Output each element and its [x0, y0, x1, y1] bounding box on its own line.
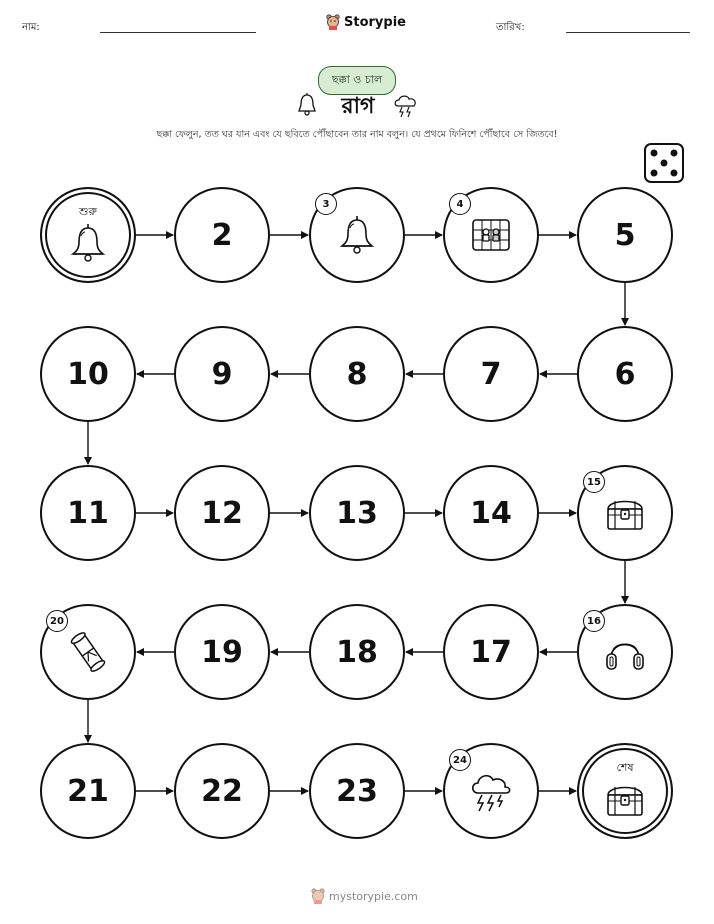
- space-number: 14: [470, 495, 512, 531]
- board-space-24[interactable]: [443, 743, 539, 839]
- start-space[interactable]: [40, 187, 136, 283]
- space-number-badge: 16: [583, 610, 605, 632]
- brand-name: Storypie: [344, 14, 406, 30]
- space-number: 11: [67, 495, 109, 531]
- board-space-4[interactable]: [443, 187, 539, 283]
- board-space-13[interactable]: [309, 465, 405, 561]
- space-number: 7: [480, 356, 502, 392]
- board-space-14[interactable]: [443, 465, 539, 561]
- board-space-3[interactable]: [309, 187, 405, 283]
- board-game-icon: [470, 217, 512, 253]
- board-space-20[interactable]: [40, 604, 136, 700]
- space-number-badge: 24: [449, 749, 471, 771]
- finish-space[interactable]: [577, 743, 673, 839]
- board-space-21[interactable]: [40, 743, 136, 839]
- date-label: তারিখ:: [496, 22, 525, 33]
- board-space-8[interactable]: [309, 326, 405, 422]
- finish-label: শেষ: [616, 761, 634, 774]
- space-number: 22: [201, 773, 243, 809]
- space-number: 9: [211, 356, 233, 392]
- space-number-badge: 3: [315, 193, 337, 215]
- space-number: 2: [211, 217, 233, 253]
- name-label: নাম:: [22, 22, 40, 33]
- space-number-badge: 4: [449, 193, 471, 215]
- board-space-7[interactable]: [443, 326, 539, 422]
- footer: [311, 888, 418, 904]
- scroll-icon: [68, 630, 108, 674]
- space-number: 13: [336, 495, 378, 531]
- board-space-18[interactable]: [309, 604, 405, 700]
- space-number: 8: [346, 356, 368, 392]
- start-label: শুরু: [79, 205, 97, 218]
- game-type-pill: ছক্কা ও চাল: [318, 66, 396, 95]
- space-number: 5: [614, 217, 636, 253]
- space-number-badge: 20: [46, 610, 68, 632]
- board-space-23[interactable]: [309, 743, 405, 839]
- board-space-5[interactable]: [577, 187, 673, 283]
- board-space-9[interactable]: [174, 326, 270, 422]
- treasure-chest-icon: [603, 493, 647, 533]
- board-space-12[interactable]: [174, 465, 270, 561]
- board-space-10[interactable]: [40, 326, 136, 422]
- instructions: ছক্কা ফেলুন, তত ঘর যান এবং যে ছবিতে পৌঁছাবেন তার নাম বলুন। যে প্রথমে ফিনিশে পৌঁছাবে সে জিতবে!: [156, 129, 558, 140]
- space-number: 17: [470, 634, 512, 670]
- space-number-badge: 15: [583, 471, 605, 493]
- space-number: 6: [614, 356, 636, 392]
- board-space-16[interactable]: [577, 604, 673, 700]
- storm-cloud-icon: [468, 769, 514, 813]
- headphones-icon: [604, 632, 646, 672]
- space-number: 21: [67, 773, 109, 809]
- footer-url[interactable]: mystorypie.com: [329, 889, 418, 903]
- board-space-22[interactable]: [174, 743, 270, 839]
- board-space-17[interactable]: [443, 604, 539, 700]
- board-space-19[interactable]: [174, 604, 270, 700]
- board-space-6[interactable]: [577, 326, 673, 422]
- board-space-15[interactable]: [577, 465, 673, 561]
- board-space-11[interactable]: [40, 465, 136, 561]
- space-number: 19: [201, 634, 243, 670]
- bell-icon: [68, 222, 108, 264]
- space-number: 23: [336, 773, 378, 809]
- bell-icon: [337, 214, 377, 256]
- space-number: 18: [336, 634, 378, 670]
- space-number: 10: [67, 356, 109, 392]
- treasure-chest-icon: [603, 779, 647, 819]
- board-space-2[interactable]: [174, 187, 270, 283]
- bear-icon: [311, 888, 325, 904]
- page-title: রাগ: [341, 94, 375, 119]
- space-number: 12: [201, 495, 243, 531]
